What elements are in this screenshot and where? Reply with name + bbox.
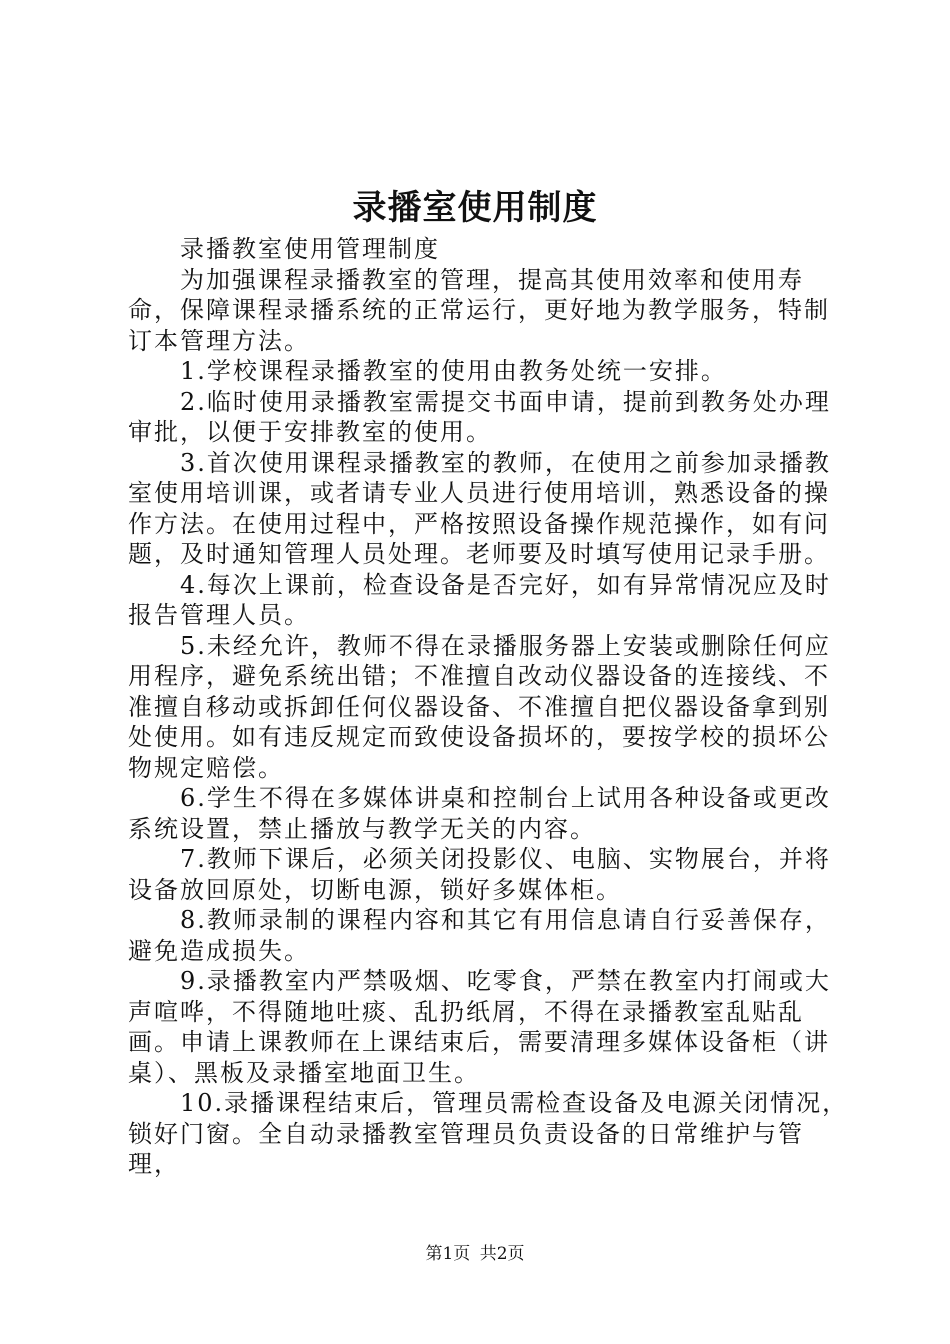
paragraph-rule-9: 9.录播教室内严禁吸烟、吃零食，严禁在教室内打闹或大声喧哗，不得随地吐痰、乱扔纸屑，不得在录播教室乱贴乱画。申请上课教师在上课结束后，需要清理多媒体设备柜（讲桌）、黑板及录播室地面卫生。 bbox=[128, 967, 831, 1087]
paragraph-subtitle: 录播教室使用管理制度 bbox=[180, 235, 440, 263]
document-body bbox=[128, 234, 850, 1180]
paragraph-rule-7: 7.教师下课后，必须关闭投影仪、电脑、实物展台，并将设备放回原处，切断电源，锁好多媒体柜。 bbox=[128, 845, 831, 904]
paragraph-rule-6: 6.学生不得在多媒体讲桌和控制台上试用各种设备或更改系统设置，禁止播放与教学无关的内容。 bbox=[128, 784, 831, 843]
paragraph-intro: 为加强课程录播教室的管理，提高其使用效率和使用寿命，保障课程录播系统的正常运行，更好地为教学服务，特制订本管理方法。 bbox=[128, 265, 830, 355]
page-total: 共2页 bbox=[479, 1244, 525, 1264]
paragraph-rule-10: 10.录播课程结束后，管理员需检查设备及电源关闭情况，锁好门窗。全自动录播教室管理员负责设备的日常维护与管理， bbox=[128, 1089, 849, 1178]
page-footer bbox=[0, 1242, 950, 1266]
paragraph-rule-1: 1.学校课程录播教室的使用由教务处统一安排。 bbox=[180, 357, 727, 385]
paragraph-rule-3: 3.首次使用课程录播教室的教师，在使用之前参加录播教室使用培训课，或者请专业人员进行使用培训，熟悉设备的操作方法。在使用过程中，严格按照设备操作规范操作，如有问题，及时通知管理人员处理。老师要及时填写使用记录手册。 bbox=[128, 448, 831, 568]
page-number: 第1页 bbox=[425, 1244, 471, 1264]
paragraph-rule-4: 4.每次上课前，检查设备是否完好，如有异常情况应及时报告管理人员。 bbox=[128, 570, 831, 629]
paragraph-rule-5: 5.未经允许，教师不得在录播服务器上安装或删除任何应用程序，避免系统出错；不准擅自改动仪器设备的连接线、不准擅自移动或拆卸任何仪器设备、不准擅自把仪器设备拿到别处使用。如有违反规定而致使设备损坏的，要按学校的损坏公物规定赔偿。 bbox=[128, 631, 831, 782]
document-title: 录播室使用制度 bbox=[352, 188, 598, 228]
paragraph-rule-8: 8.教师录制的课程内容和其它有用信息请自行妥善保存，避免造成损失。 bbox=[128, 906, 831, 965]
paragraph-rule-2: 2.临时使用录播教室需提交书面申请，提前到教务处办理审批，以便于安排教室的使用。 bbox=[128, 387, 831, 446]
